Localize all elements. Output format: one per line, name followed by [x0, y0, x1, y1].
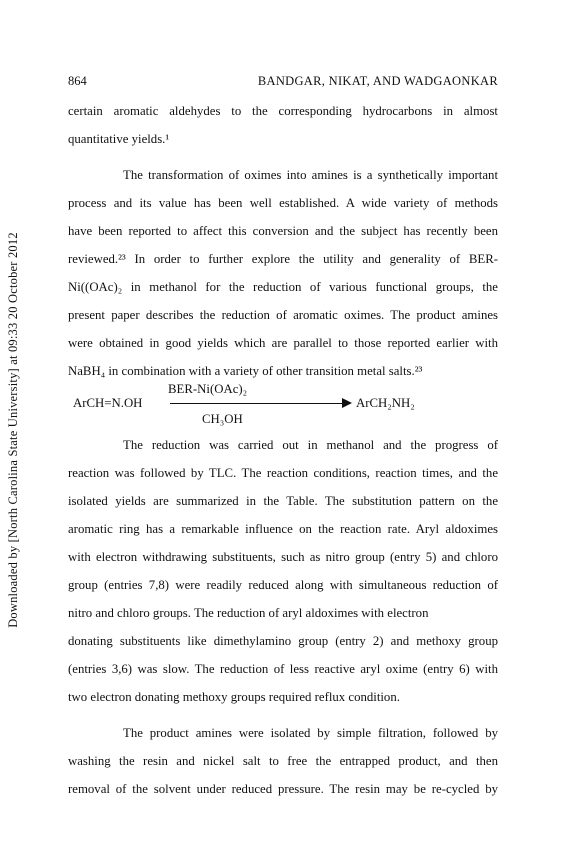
text-line: certain aromatic aldehydes to the corresponding hydrocarbons in almost	[68, 104, 498, 118]
text-line: with electron withdrawing substituents, such as nitro group (entry 5) and chloro	[68, 550, 498, 564]
text-line: were obtained in good yields which are parallel to those reported earlier with	[68, 336, 498, 350]
text-line: nitro and chloro groups. The reduction of aryl aldoximes with electron	[68, 606, 429, 620]
running-head: BANDGAR, NIKAT, AND WADGAONKAR	[257, 74, 498, 88]
text-line: The product amines were isolated by simple filtration, followed by	[123, 726, 498, 740]
text-line: donating substituents like dimethylamino group (entry 2) and methoxy group	[68, 634, 498, 648]
reagent-above: BER-Ni(OAc)₂	[168, 382, 248, 396]
text-line: two electron donating methoxy groups required reflux condition.	[68, 690, 400, 704]
page-number: 864	[68, 74, 87, 88]
text-line: quantitative yields.¹	[68, 132, 170, 146]
text-line: process and its value has been well established. A wide variety of methods	[68, 196, 498, 210]
text-line: NaBH₄ in combination with a variety of other transition metal salts.²³	[68, 364, 423, 378]
text-line: aromatic ring has a remarkable influence on the reaction rate. Aryl aldoximes	[68, 522, 498, 536]
text-line: group (entries 7,8) were readily reduced along with simultaneous reduction of	[68, 578, 498, 592]
reagent-below: CH₃OH	[202, 412, 243, 426]
download-watermark	[6, 210, 22, 650]
text-line: (entries 3,6) was slow. The reduction of less reactive aryl oxime (entry 6) with	[68, 662, 498, 676]
text-line: removal of the solvent under reduced pressure. The resin may be re-cycled by	[68, 782, 498, 796]
text-line: present paper describes the reduction of aromatic oximes. The product amines	[68, 308, 498, 322]
text-line: reviewed.²³ In order to further explore the utility and generality of BER-	[68, 252, 498, 266]
text-line: reaction was followed by TLC. The reaction conditions, reaction times, and the	[68, 466, 498, 480]
reaction-arrow	[170, 403, 348, 404]
product: ArCH₂NH₂	[356, 396, 415, 410]
text-line: washing the resin and nickel salt to free the entrapped product, and then	[68, 754, 498, 768]
reactant: ArCH=N.OH	[73, 396, 143, 410]
reaction-arrow-head	[342, 398, 352, 408]
text-line: have been reported to affect this conversion and the subject has recently been	[68, 224, 498, 238]
download-watermark-text: Downloaded by [North Carolina State University] at 09:33 20 October 2012	[6, 232, 20, 628]
page-header	[68, 74, 498, 92]
text-line: isolated yields are summarized in the Table. The substitution pattern on the	[68, 494, 498, 508]
text-line: The transformation of oximes into amines is a synthetically important	[123, 168, 498, 182]
text-line: The reduction was carried out in methanol and the progress of	[123, 438, 498, 452]
text-line: Ni((OAc)₂ in methanol for the reduction of various functional groups, the	[68, 280, 498, 294]
